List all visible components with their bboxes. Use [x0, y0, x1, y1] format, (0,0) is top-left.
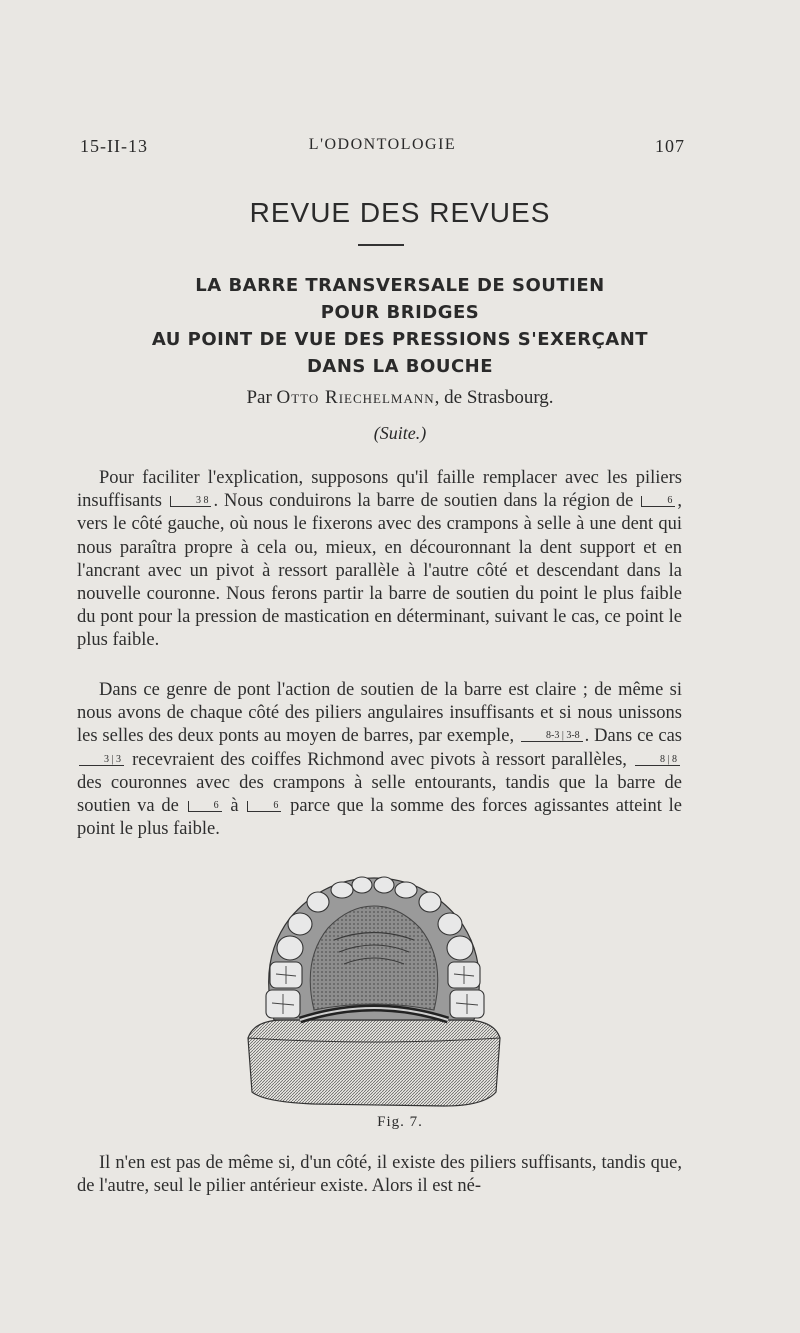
author-affiliation: , de Strasbourg.	[434, 387, 554, 408]
text-run: parce que la somme des forces agissantes atteint le point le plus faible.	[77, 796, 683, 840]
article-title-line: LA BARRE TRANSVERSALE DE SOUTIEN	[195, 275, 605, 296]
text-run: Pour faciliter l'explication, supposons qu'il faille remplacer avec les piliers insuffisants	[77, 468, 682, 512]
byline	[0, 387, 800, 409]
dental-formula: 8-3 | 3-8	[521, 731, 583, 742]
text-run: à	[230, 796, 239, 817]
text-run: des couronnes avec des crampons à selle entourants, tandis que la barre de soutien va de	[77, 772, 682, 817]
page-number: 107	[655, 136, 685, 156]
text-run: . Dans ce cas	[584, 726, 682, 747]
text-run: . Nous conduirons la barre de soutien dans la région de	[213, 491, 634, 512]
text-run: , vers le côté gauche, où nous le fixerons avec des crampons à selle à une dent qui nous paraîtra propre à cela ou, mieux, en découronnant la dent support et en l'ancrant avec un pivot à ressort parallèle à l'autre côté et descendant dans la nouvelle couronne. Nous ferons partir la barre de soutien du point le plus faible du pont pour la pression de mastication en déterminant, suivant le cas, ce point le plus faible.	[77, 491, 682, 651]
dental-formula: 3 | 3	[79, 755, 124, 766]
issue-date: 15-II-13	[80, 136, 148, 156]
paragraph-1	[77, 467, 682, 653]
dental-model-illustration	[244, 870, 504, 1110]
figure-caption: Fig. 7.	[377, 1114, 423, 1130]
article-title-line: AU POINT DE VUE DES PRESSIONS S'EXERÇANT	[151, 329, 649, 350]
journal-name: L'ODONTOLOGIE	[308, 136, 457, 153]
text-run: Dans ce genre de pont l'action de soutien de la barre est claire ; de même si nous avons de chaque côté des piliers angulaires insuffisants et si nous unissons les selles des deux ponts au moyen de barres, par exemple,	[77, 680, 682, 747]
article-title	[60, 272, 740, 380]
author-name: Otto Riechelmann	[276, 387, 435, 408]
section-title: REVUE DES REVUES	[249, 197, 551, 228]
article-title-line: DANS LA BOUCHE	[306, 356, 494, 377]
section-divider	[358, 244, 404, 246]
byline-prefix: Par	[246, 387, 272, 408]
dental-formula: 6	[247, 801, 281, 812]
article-title-line: POUR BRIDGES	[320, 302, 480, 323]
dental-formula: 8 | 8	[635, 755, 680, 766]
running-head	[80, 136, 685, 162]
dental-formula: 6	[641, 496, 675, 507]
text-run: Il n'en est pas de même si, d'un côté, il existe des piliers suffisants, tandis que, de l'autre, seul le pilier antérieur existe. Alors il est né-	[77, 1153, 682, 1197]
figure-dental-model	[244, 870, 504, 1110]
text-run: recevraient des coiffes Richmond avec pivots à ressort parallèles,	[132, 749, 627, 770]
paragraph-3	[77, 1152, 682, 1198]
paragraph-2	[77, 679, 682, 841]
dental-formula: 6	[188, 801, 222, 812]
dental-formula: 3 8	[170, 496, 212, 507]
continuation-note: (Suite.)	[373, 423, 427, 443]
